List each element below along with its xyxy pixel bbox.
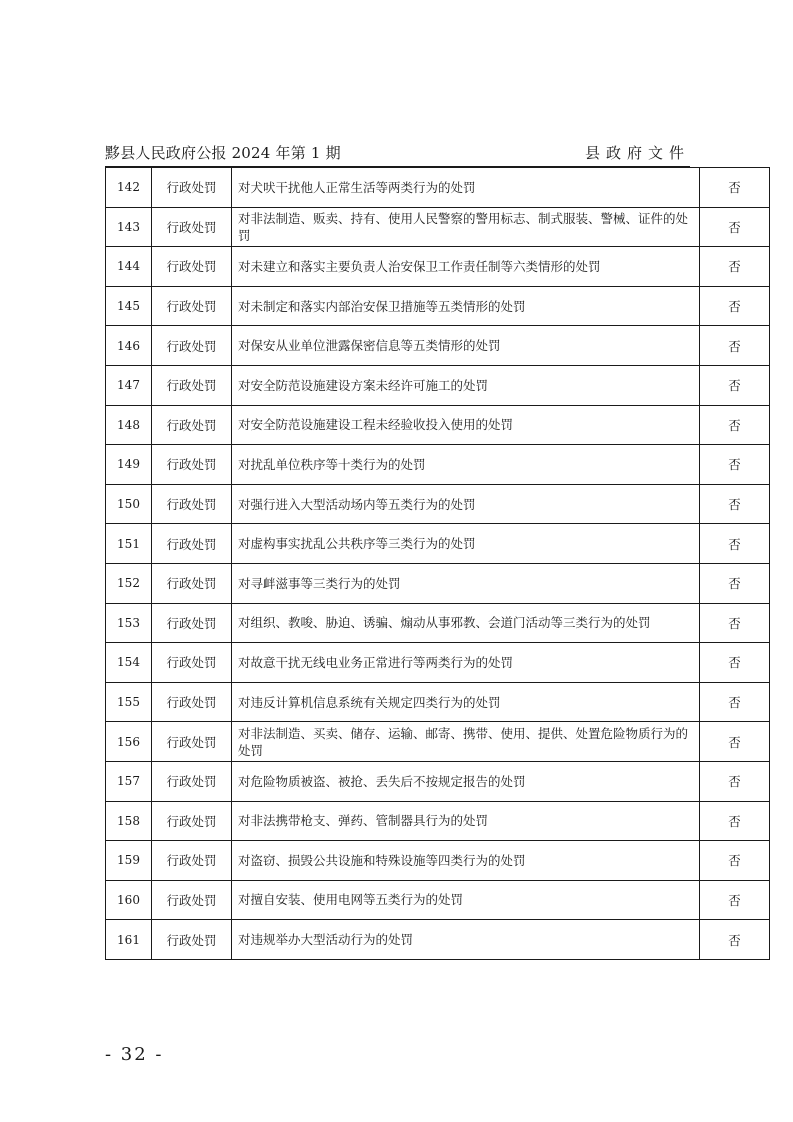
row-type-cell: 行政处罚 [152, 365, 232, 405]
page-header [105, 140, 690, 162]
row-number-cell: 150 [106, 484, 152, 524]
row-number-cell: 155 [106, 682, 152, 722]
row-flag-cell: 否 [700, 445, 770, 485]
table-row [106, 682, 770, 722]
page-number: - 32 - [105, 1044, 164, 1065]
table-row [106, 841, 770, 881]
row-item-name-cell: 对保安从业单位泄露保密信息等五类情形的处罚 [232, 326, 700, 366]
row-flag-cell: 否 [700, 524, 770, 564]
row-item-name-cell: 对非法携带枪支、弹药、管制器具行为的处罚 [232, 801, 700, 841]
row-type-cell: 行政处罚 [152, 445, 232, 485]
row-flag-cell: 否 [700, 920, 770, 960]
row-type-cell: 行政处罚 [152, 563, 232, 603]
row-number-cell: 147 [106, 365, 152, 405]
row-type-cell: 行政处罚 [152, 286, 232, 326]
row-item-name-cell: 对违规举办大型活动行为的处罚 [232, 920, 700, 960]
table-row [106, 524, 770, 564]
row-item-name-cell: 对安全防范设施建设工程未经验收投入使用的处罚 [232, 405, 700, 445]
row-flag-cell: 否 [700, 247, 770, 287]
row-number-cell: 156 [106, 722, 152, 762]
row-flag-cell: 否 [700, 484, 770, 524]
table-row [106, 801, 770, 841]
table-row [106, 445, 770, 485]
table-row [106, 286, 770, 326]
gazette-title: 黟县人民政府公报 2024 年第 1 期 [105, 144, 341, 162]
row-item-name-cell: 对非法制造、买卖、储存、运输、邮寄、携带、使用、提供、处置危险物质行为的处罚 [232, 722, 700, 762]
row-number-cell: 152 [106, 563, 152, 603]
table-row [106, 722, 770, 762]
row-flag-cell: 否 [700, 880, 770, 920]
row-type-cell: 行政处罚 [152, 841, 232, 881]
table-row [106, 643, 770, 683]
row-item-name-cell: 对未建立和落实主要负责人治安保卫工作责任制等六类情形的处罚 [232, 247, 700, 287]
row-type-cell: 行政处罚 [152, 682, 232, 722]
table-row [106, 563, 770, 603]
row-number-cell: 159 [106, 841, 152, 881]
row-type-cell: 行政处罚 [152, 722, 232, 762]
row-number-cell: 157 [106, 761, 152, 801]
row-number-cell: 154 [106, 643, 152, 683]
row-flag-cell: 否 [700, 405, 770, 445]
row-number-cell: 158 [106, 801, 152, 841]
row-flag-cell: 否 [700, 841, 770, 881]
row-flag-cell: 否 [700, 563, 770, 603]
row-number-cell: 160 [106, 880, 152, 920]
row-flag-cell: 否 [700, 682, 770, 722]
row-type-cell: 行政处罚 [152, 207, 232, 247]
row-flag-cell: 否 [700, 643, 770, 683]
row-number-cell: 153 [106, 603, 152, 643]
row-type-cell: 行政处罚 [152, 920, 232, 960]
row-number-cell: 144 [106, 247, 152, 287]
row-type-cell: 行政处罚 [152, 761, 232, 801]
row-flag-cell: 否 [700, 207, 770, 247]
row-item-name-cell: 对擅自安装、使用电网等五类行为的处罚 [232, 880, 700, 920]
table-row [106, 326, 770, 366]
row-number-cell: 161 [106, 920, 152, 960]
row-item-name-cell: 对安全防范设施建设方案未经许可施工的处罚 [232, 365, 700, 405]
row-number-cell: 145 [106, 286, 152, 326]
row-item-name-cell: 对违反计算机信息系统有关规定四类行为的处罚 [232, 682, 700, 722]
table-row [106, 880, 770, 920]
table-row [106, 247, 770, 287]
row-number-cell: 146 [106, 326, 152, 366]
row-item-name-cell: 对未制定和落实内部治安保卫措施等五类情形的处罚 [232, 286, 700, 326]
section-title: 县政府文件 [584, 144, 690, 162]
row-flag-cell: 否 [700, 801, 770, 841]
row-item-name-cell: 对强行进入大型活动场内等五类行为的处罚 [232, 484, 700, 524]
table-row [106, 761, 770, 801]
row-item-name-cell: 对寻衅滋事等三类行为的处罚 [232, 563, 700, 603]
row-item-name-cell: 对扰乱单位秩序等十类行为的处罚 [232, 445, 700, 485]
row-number-cell: 142 [106, 168, 152, 208]
row-flag-cell: 否 [700, 286, 770, 326]
row-type-cell: 行政处罚 [152, 603, 232, 643]
table-row [106, 207, 770, 247]
row-type-cell: 行政处罚 [152, 168, 232, 208]
table-row [106, 920, 770, 960]
row-flag-cell: 否 [700, 722, 770, 762]
row-flag-cell: 否 [700, 761, 770, 801]
records-table [105, 167, 770, 960]
row-number-cell: 149 [106, 445, 152, 485]
row-flag-cell: 否 [700, 326, 770, 366]
row-item-name-cell: 对组织、教唆、胁迫、诱骗、煽动从事邪教、会道门活动等三类行为的处罚 [232, 603, 700, 643]
row-number-cell: 148 [106, 405, 152, 445]
row-type-cell: 行政处罚 [152, 801, 232, 841]
row-type-cell: 行政处罚 [152, 326, 232, 366]
row-type-cell: 行政处罚 [152, 484, 232, 524]
row-type-cell: 行政处罚 [152, 643, 232, 683]
row-flag-cell: 否 [700, 168, 770, 208]
table-row [106, 484, 770, 524]
row-type-cell: 行政处罚 [152, 247, 232, 287]
table-row [106, 365, 770, 405]
row-item-name-cell: 对虚构事实扰乱公共秩序等三类行为的处罚 [232, 524, 700, 564]
records-table-body [106, 168, 770, 960]
row-type-cell: 行政处罚 [152, 405, 232, 445]
row-item-name-cell: 对故意干扰无线电业务正常进行等两类行为的处罚 [232, 643, 700, 683]
row-item-name-cell: 对危险物质被盗、被抢、丢失后不按规定报告的处罚 [232, 761, 700, 801]
row-item-name-cell: 对非法制造、贩卖、持有、使用人民警察的警用标志、制式服装、警械、证件的处罚 [232, 207, 700, 247]
row-type-cell: 行政处罚 [152, 880, 232, 920]
row-item-name-cell: 对盗窃、损毁公共设施和特殊设施等四类行为的处罚 [232, 841, 700, 881]
row-number-cell: 143 [106, 207, 152, 247]
row-type-cell: 行政处罚 [152, 524, 232, 564]
table-row [106, 603, 770, 643]
table-row [106, 405, 770, 445]
row-flag-cell: 否 [700, 603, 770, 643]
row-number-cell: 151 [106, 524, 152, 564]
row-flag-cell: 否 [700, 365, 770, 405]
table-row [106, 168, 770, 208]
row-item-name-cell: 对犬吠干扰他人正常生活等两类行为的处罚 [232, 168, 700, 208]
